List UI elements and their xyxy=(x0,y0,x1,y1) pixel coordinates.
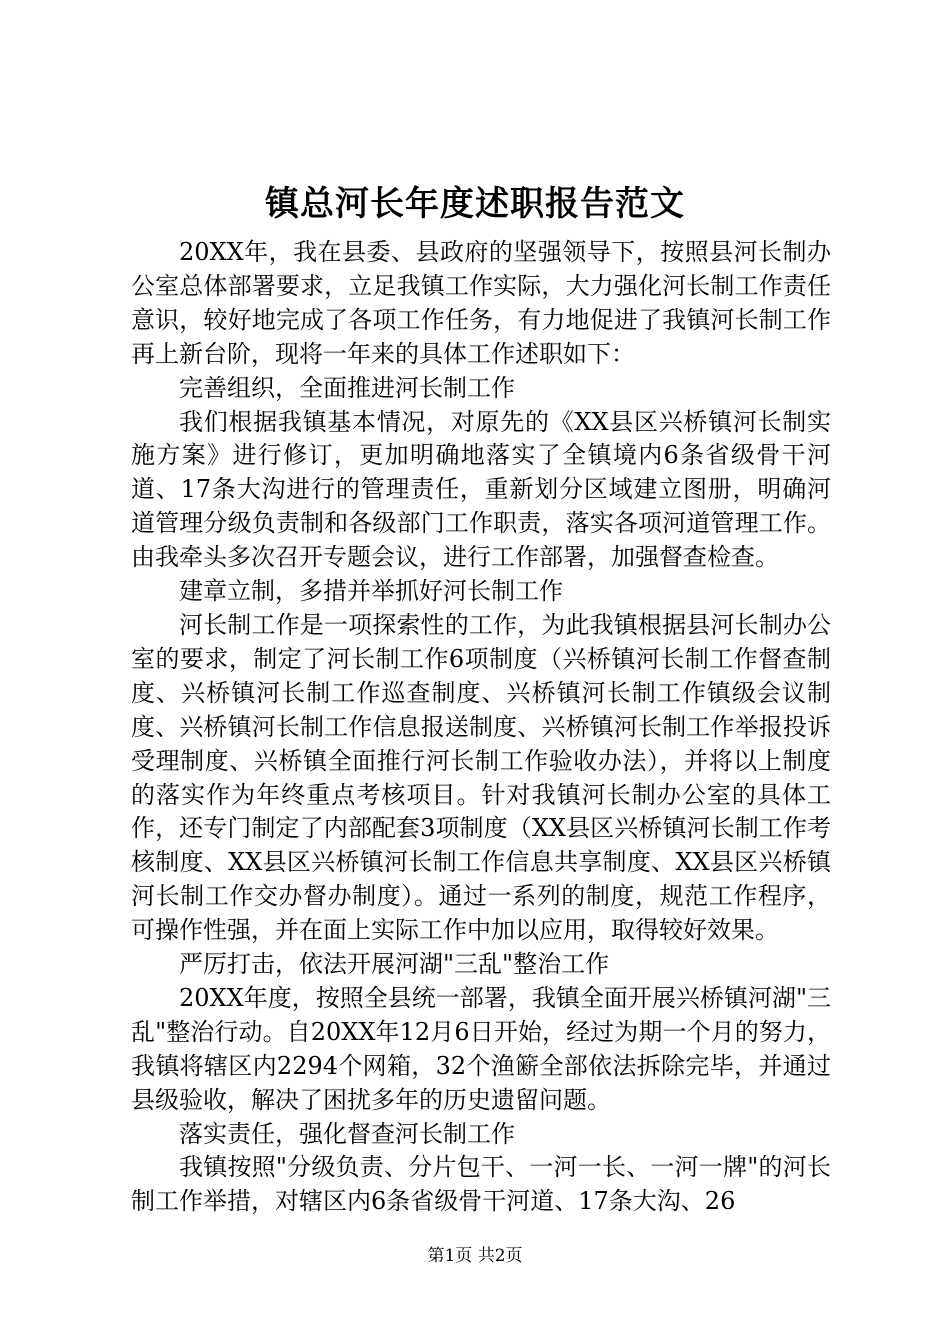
section-heading-2: 建章立制，多措并举抓好河长制工作 xyxy=(179,577,563,606)
section-heading-4: 落实责任，强化督查河长制工作 xyxy=(179,1119,515,1148)
section-paragraph-2: 河长制工作是一项探索性的工作，为此我镇根据县河长制办公室的要求，制定了河长制工作6项制度（兴桥镇河长制工作督查制度、兴桥镇河长制工作巡查制度、兴桥镇河长制工作镇级会议制度、兴桥镇河长制工作信息报送制度、兴桥镇河长制工作举报投诉受理制度、兴桥镇全面推行河长制工作验收办法），并将以上制度的落实作为年终重点考核项目。针对我镇河长制办公室的具体工作，还专门制定了内部配套3项制度（XX县区兴桥镇河长制工作考核制度、XX县区兴桥镇河长制工作信息共享制度、XX县区兴桥镇河长制工作交办督办制度）。通过一系列的制度，规范工作程序，可操作性强，并在面上实际工作中加以应用，取得较好效果。 xyxy=(131,610,831,945)
section-paragraph-4: 我镇按照"分级负责、分片包干、一河一长、一河一牌"的河长制工作举措，对辖区内6条省级骨干河道、17条大沟、26 xyxy=(131,1153,831,1216)
intro-paragraph: 20XX年，我在县委、县政府的坚强领导下，按照县河长制办公室总体部署要求，立足我镇工作实际，大力强化河长制工作责任意识，较好地完成了各项工作任务，有力地促进了我镇河长制工作再上新台阶，现将一年来的具体工作述职如下： xyxy=(131,238,831,368)
document-body xyxy=(131,236,831,1219)
page-number-footer: 第1页 共2页 xyxy=(427,1246,523,1266)
document-title: 镇总河长年度述职报告范文 xyxy=(265,184,685,224)
section-paragraph-3: 20XX年度，按照全县统一部署，我镇全面开展兴桥镇河湖"三乱"整治行动。自20XX年12月6日开始，经过为期一个月的努力，我镇将辖区内2294个网箱，32个渔簖全部依法拆除完毕，并通过县级验收，解决了困扰多年的历史遗留问题。 xyxy=(131,983,831,1114)
section-paragraph-1: 我们根据我镇基本情况，对原先的《XX县区兴桥镇河长制实施方案》进行修订，更加明确地落实了全镇境内6条省级骨干河道、17条大沟进行的管理责任，重新划分区域建立图册，明确河道管理分级负责制和各级部门工作职责，落实各项河道管理工作。由我牵头多次召开专题会议，进行工作部署，加强督查检查。 xyxy=(131,407,831,572)
section-heading-3: 严厉打击，依法开展河湖"三乱"整治工作 xyxy=(179,950,610,979)
section-heading-1: 完善组织，全面推进河长制工作 xyxy=(179,373,515,402)
